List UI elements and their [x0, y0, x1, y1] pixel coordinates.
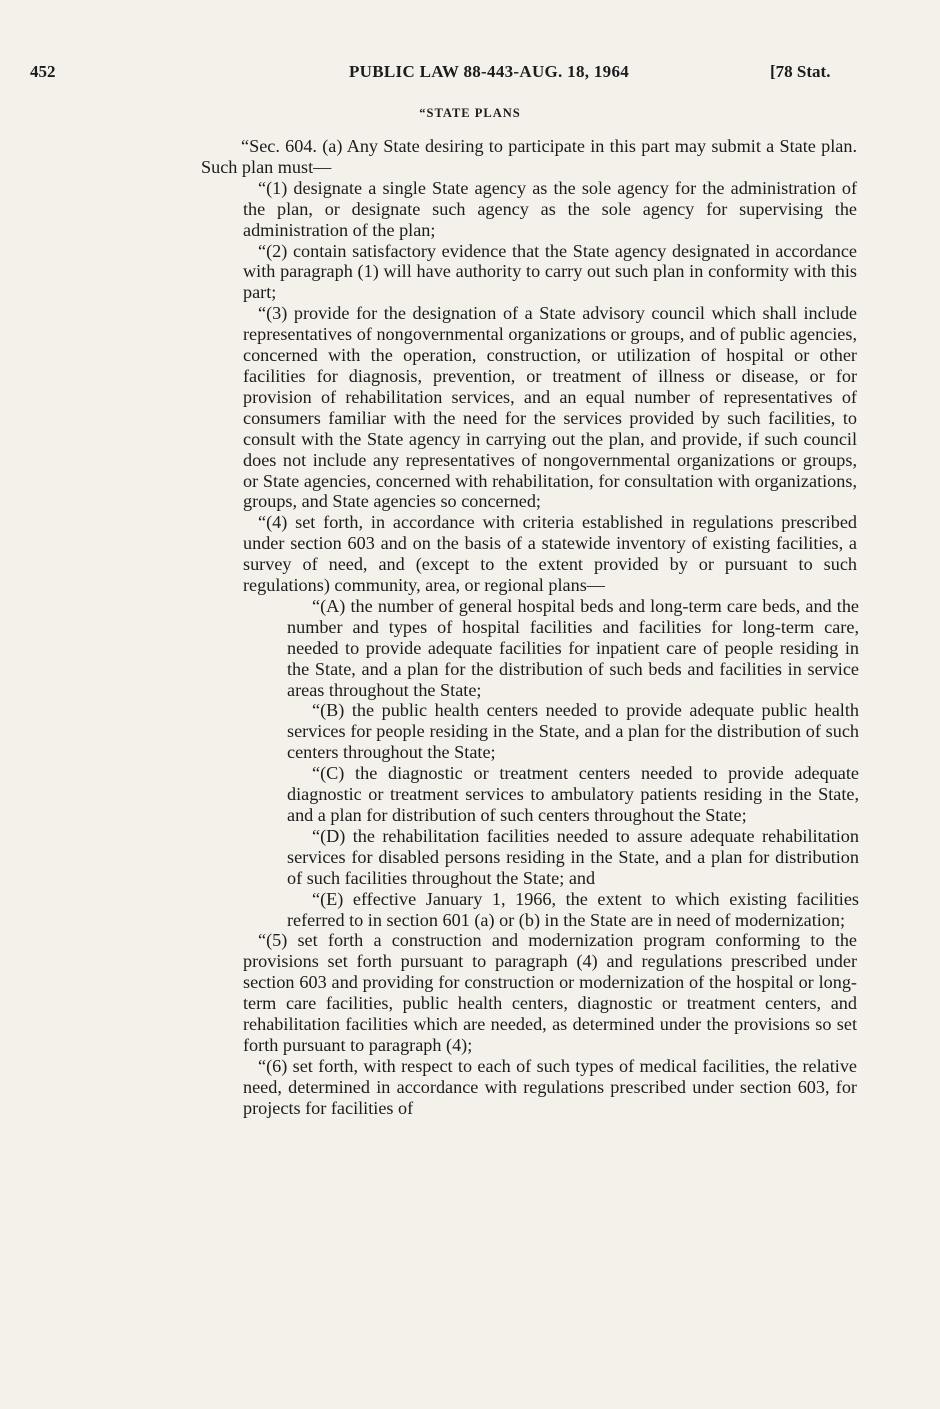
statute-reference: [78 Stat. — [770, 62, 831, 81]
page-number: 452 — [30, 62, 56, 81]
subparagraph-b — [287, 700, 859, 763]
subparagraph-e-text: “(E) effective January 1, 1966, the extent to which existing facilities referred to in section 601 (a) or (b) in the State are in need of modernization; — [287, 888, 859, 930]
paragraph-4-text: “(4) set forth, in accordance with criteria established in regulations prescribed under section 603 and on the basis of a statewide inventory of existing facilities, a survey of need, and (except to the extent provided by or pursuant to such regulations) community, area, or regional plans— — [243, 512, 857, 596]
section-heading: “STATE PLANS — [419, 106, 521, 120]
paragraph-3-text: “(3) provide for the designation of a State advisory council which shall include representatives of nongovernmental organizations or groups, and of public agencies, concerned with the operation, construction, or utilization of hospital or other facilities for diagnosis, prevention, or treatment of illness or disease, or for provision of rehabilitation services, and an equal number of representatives of consumers familiar with the need for the services provided by such facilities, to consult with the State agency in carrying out the plan, and provide, if such council does not include any representatives of nongovernmental organizations or groups, or State agencies, concerned with rehabilitation, for consultation with organizations, groups, and State agencies so concerned; — [243, 303, 857, 512]
paragraph-3 — [243, 303, 857, 512]
subparagraph-a — [287, 596, 859, 701]
body-text — [0, 136, 940, 1119]
paragraph-6-text: “(6) set forth, with respect to each of such types of medical facilities, the relative need, determined in accordance with regulations prescribed under section 603, for projects for facilities of — [243, 1055, 857, 1118]
paragraph-4 — [243, 512, 857, 596]
paragraph-2 — [243, 241, 857, 304]
paragraph-2-text: “(2) contain satisfactory evidence that the State agency designated in accordance with paragraph (1) will have authority to carry out such plan in conformity with this part; — [243, 240, 857, 303]
paragraph-5-text: “(5) set forth a construction and modernization program conforming to the provisions set forth pursuant to paragraph (4) and regulations prescribed under section 603 and providing for construction or modernization of the hospital or long-term care facilities, public health centers, diagnostic or treatment centers, and rehabilitation facilities which are needed, as determined under the provisions so set forth pursuant to paragraph (4); — [243, 930, 857, 1055]
subparagraph-a-text: “(A) the number of general hospital beds and long-term care beds, and the number and types of hospital facilities and facilities for long-term care, needed to provide adequate facilities for inpatient care of people residing in the State, and a plan for the distribution of such beds and facilities in service areas throughout the State; — [287, 595, 859, 700]
subparagraph-e — [287, 889, 859, 931]
page-header — [0, 62, 940, 86]
paragraph-5 — [243, 930, 857, 1055]
paragraph-6 — [243, 1056, 857, 1119]
subparagraph-c-text: “(C) the diagnostic or treatment centers needed to provide adequate diagnostic or treatment services to ambulatory patients residing in the State, and a plan for distribution of such centers throughout the State; — [287, 763, 859, 825]
paragraph-1 — [243, 178, 857, 241]
section-intro: “Sec. 604. (a) Any State desiring to participate in this part may submit a State plan. Such plan must— — [201, 136, 857, 177]
subparagraph-d — [287, 826, 859, 889]
subparagraph-c — [287, 763, 859, 826]
running-head: PUBLIC LAW 88-443-AUG. 18, 1964 — [349, 62, 630, 81]
paragraph-1-text: “(1) designate a single State agency as the sole agency for the administration of the plan, or designate such agency as the sole agency for supervising the administration of the plan; — [243, 177, 857, 240]
subparagraph-b-text: “(B) the public health centers needed to provide adequate public health services for people residing in the State, and a plan for the distribution of such centers throughout the State; — [287, 700, 859, 763]
subparagraph-d-text: “(D) the rehabilitation facilities needed to assure adequate rehabilitation services for disabled persons residing in the State, and a plan for distribution of such facilities throughout the State; and — [287, 825, 859, 888]
